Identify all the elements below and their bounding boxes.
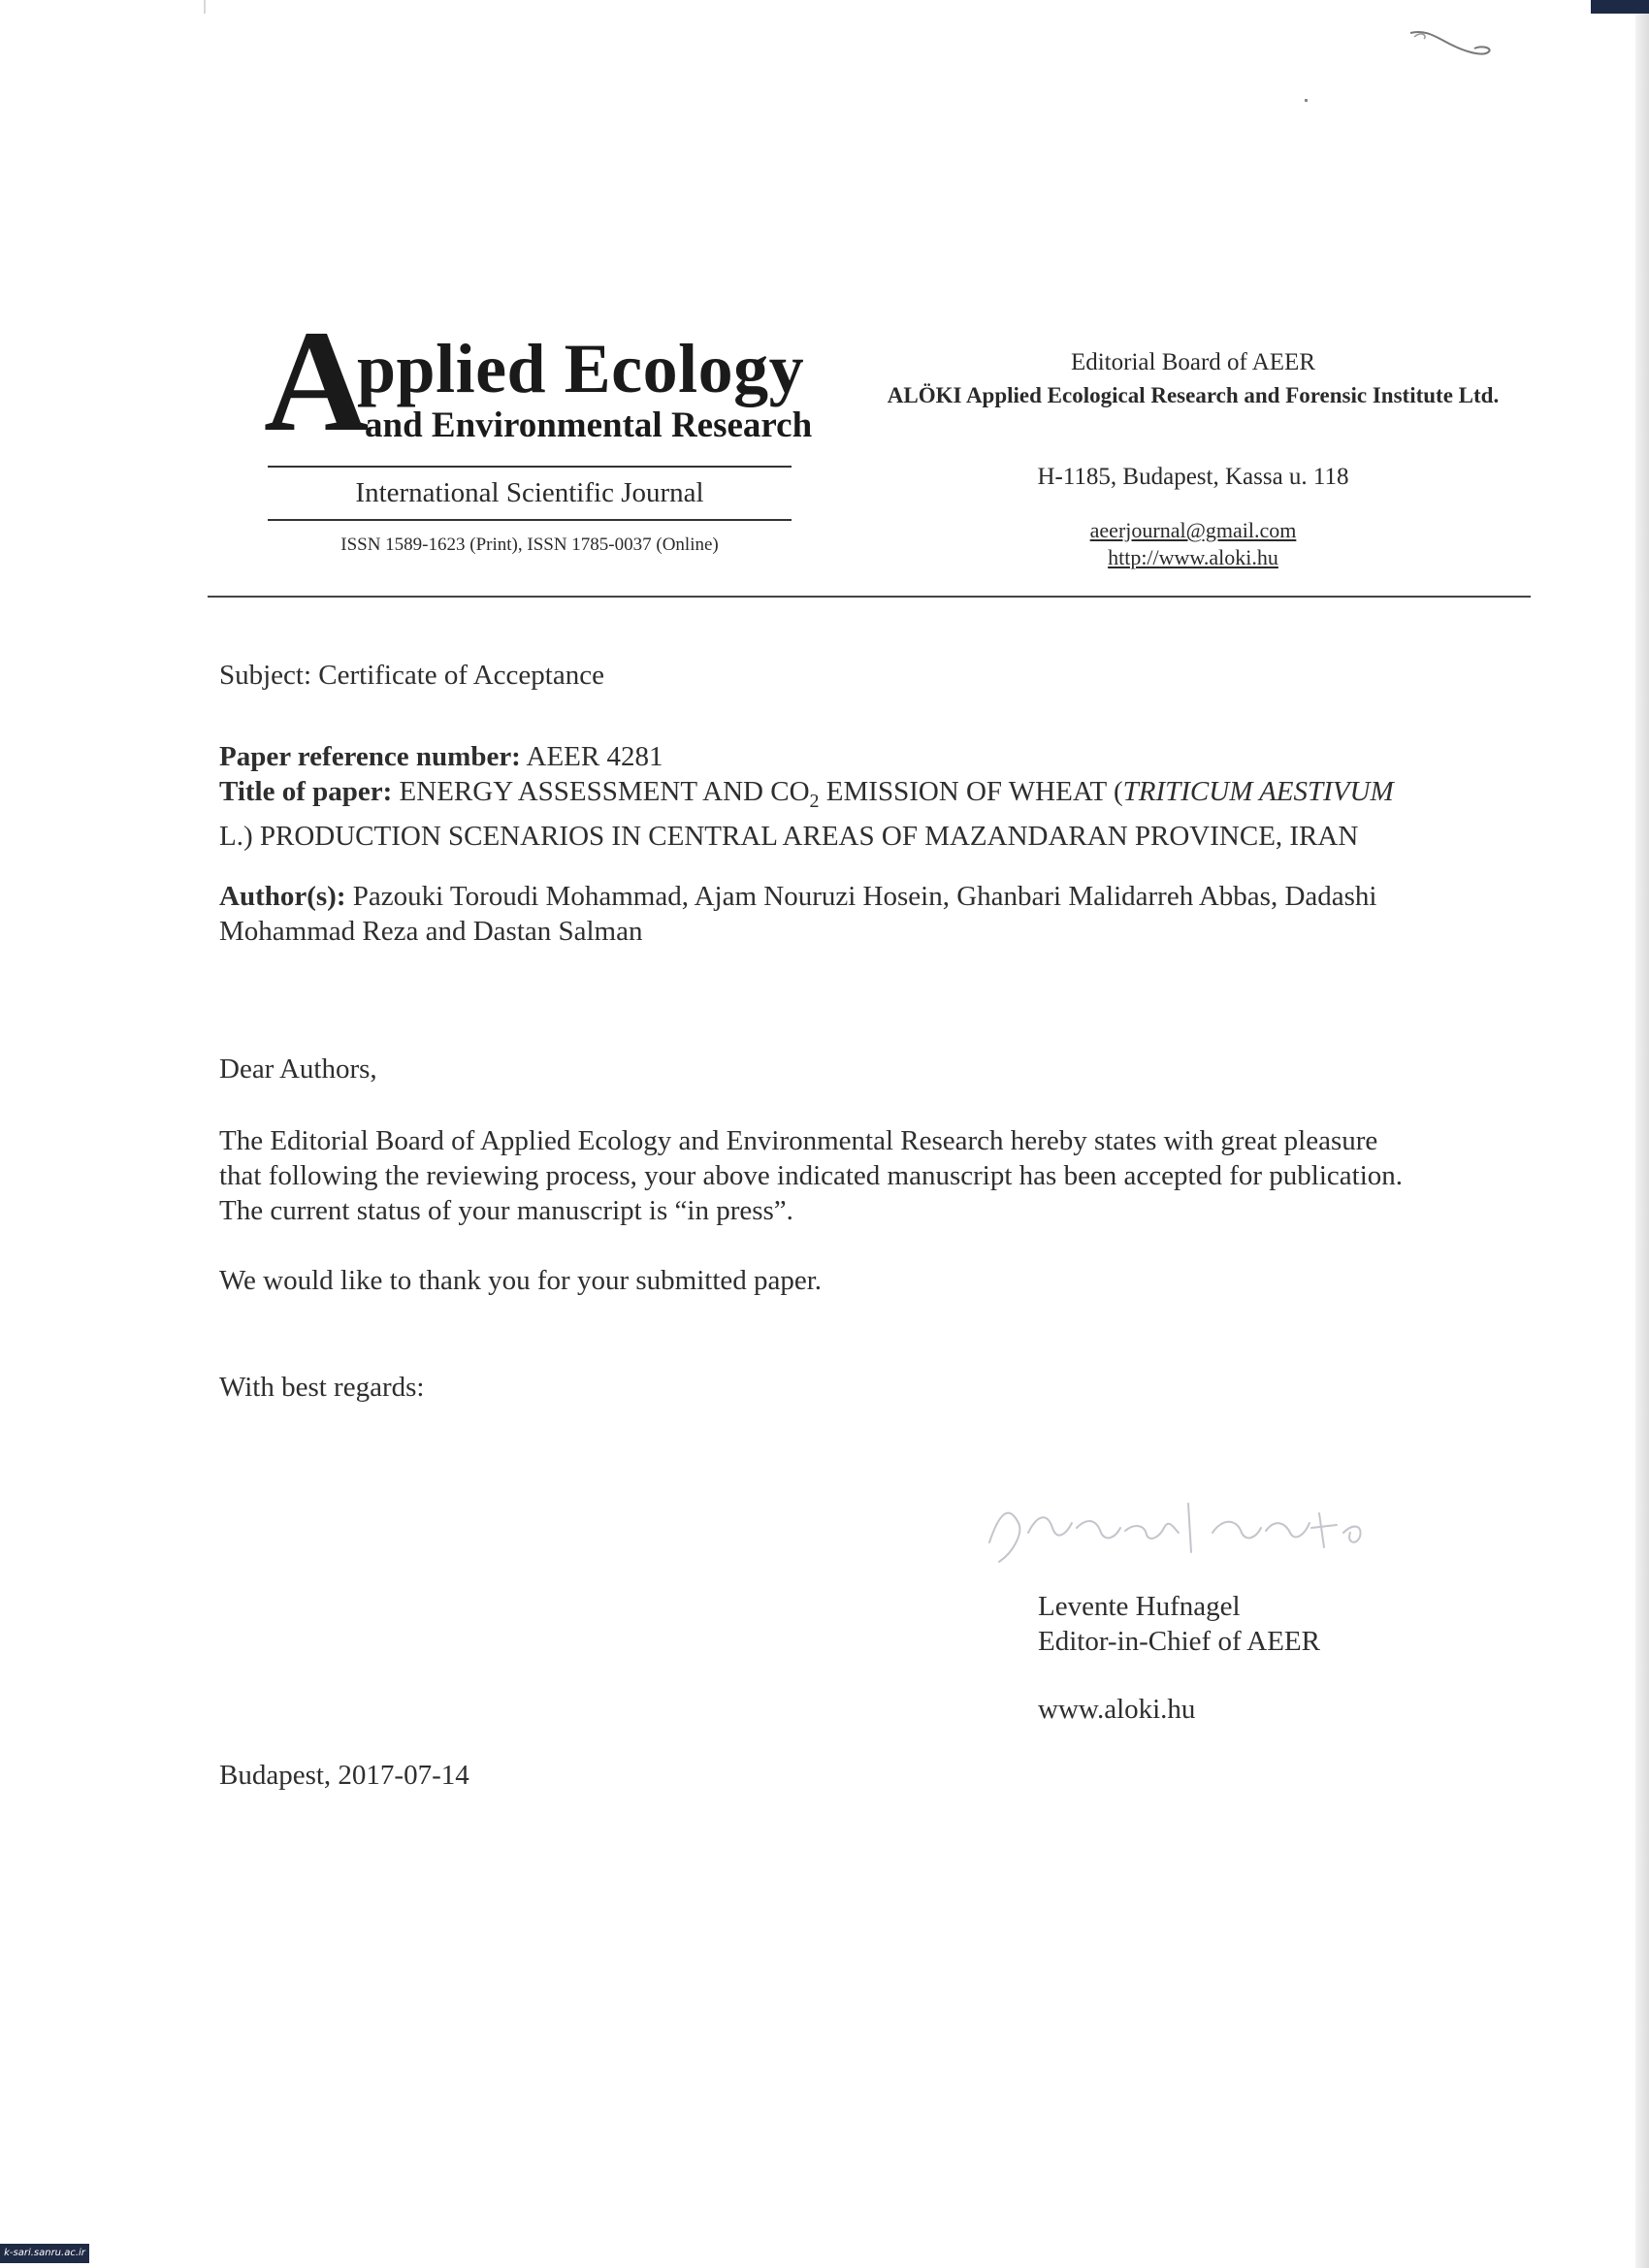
signer-website[interactable]: www.aloki.hu: [1038, 1694, 1196, 1725]
logo-initial: A: [264, 301, 370, 462]
signer-title: Editor-in-Chief of AEER: [1038, 1626, 1320, 1657]
thanks-paragraph: We would like to thank you for your submitted paper.: [219, 1265, 823, 1296]
reference-label: Paper reference number:: [219, 741, 521, 772]
logo-divider: [268, 466, 792, 468]
scan-speck: [1305, 99, 1308, 102]
title-text-3: L.) PRODUCTION SCENARIOS IN CENTRAL AREAS OF MAZANDARAN PROVINCE, IRAN: [219, 820, 1359, 852]
publisher-email[interactable]: aeerjournal@gmail.com: [1089, 518, 1297, 542]
paperclip-mark: [1406, 23, 1494, 66]
acceptance-paragraph: The Editorial Board of Applied Ecology and Environmental Research hereby states with great pleasure that following the reviewing process, your above indicated manuscript has been accepted for publication. The current status of your manuscript is “in press”.: [219, 1125, 1404, 1226]
reference-value: AEER 4281: [526, 741, 663, 772]
paper-reference: [219, 739, 663, 774]
letter-date: Budapest, 2017-07-14: [219, 1760, 469, 1791]
signer-name: Levente Hufnagel: [1038, 1591, 1241, 1622]
title-text-2: EMISSION OF WHEAT (: [825, 776, 1123, 807]
title-text-1: ENERGY ASSESSMENT AND CO: [399, 776, 810, 807]
scan-corner-mark: [1591, 0, 1649, 14]
logo-divider: [268, 519, 792, 521]
publisher-url[interactable]: http://www.aloki.hu: [1108, 545, 1278, 569]
issn: ISSN 1589-1623 (Print), ISSN 1785-0037 (Online): [340, 535, 719, 555]
title-subscript: 2: [809, 790, 820, 812]
closing: With best regards:: [219, 1372, 425, 1403]
handwritten-signature: [970, 1474, 1377, 1571]
publisher-institute: ALÖKI Applied Ecological Research and Forensic Institute Ltd.: [887, 383, 1500, 407]
authors: [219, 879, 1383, 949]
authors-value: Pazouki Toroudi Mohammad, Ajam Nouruzi Hosein, Ghanbari Malidarreh Abbas, Dadashi Mohammad Reza and Dastan Salman: [219, 881, 1377, 947]
paper-title: [219, 774, 1432, 854]
source-watermark: k-sari.sanru.ac.ir: [0, 2244, 89, 2263]
header-divider: [208, 596, 1531, 598]
subject-line: Subject: Certificate of Acceptance: [219, 660, 604, 691]
journal-type: International Scientific Journal: [355, 477, 704, 508]
logo-subtitle: and Environmental Research: [365, 405, 813, 445]
logo-title: pplied Ecology: [357, 330, 805, 407]
scan-mark: [204, 0, 206, 14]
scan-edge: [1635, 0, 1649, 2268]
title-label: Title of paper:: [219, 776, 393, 807]
title-species: TRITICUM AESTIVUM: [1122, 776, 1394, 807]
publisher-board: Editorial Board of AEER: [1070, 349, 1316, 375]
greeting: Dear Authors,: [219, 1053, 377, 1085]
authors-label: Author(s):: [219, 881, 346, 912]
publisher-address: H-1185, Budapest, Kassa u. 118: [1037, 464, 1349, 490]
